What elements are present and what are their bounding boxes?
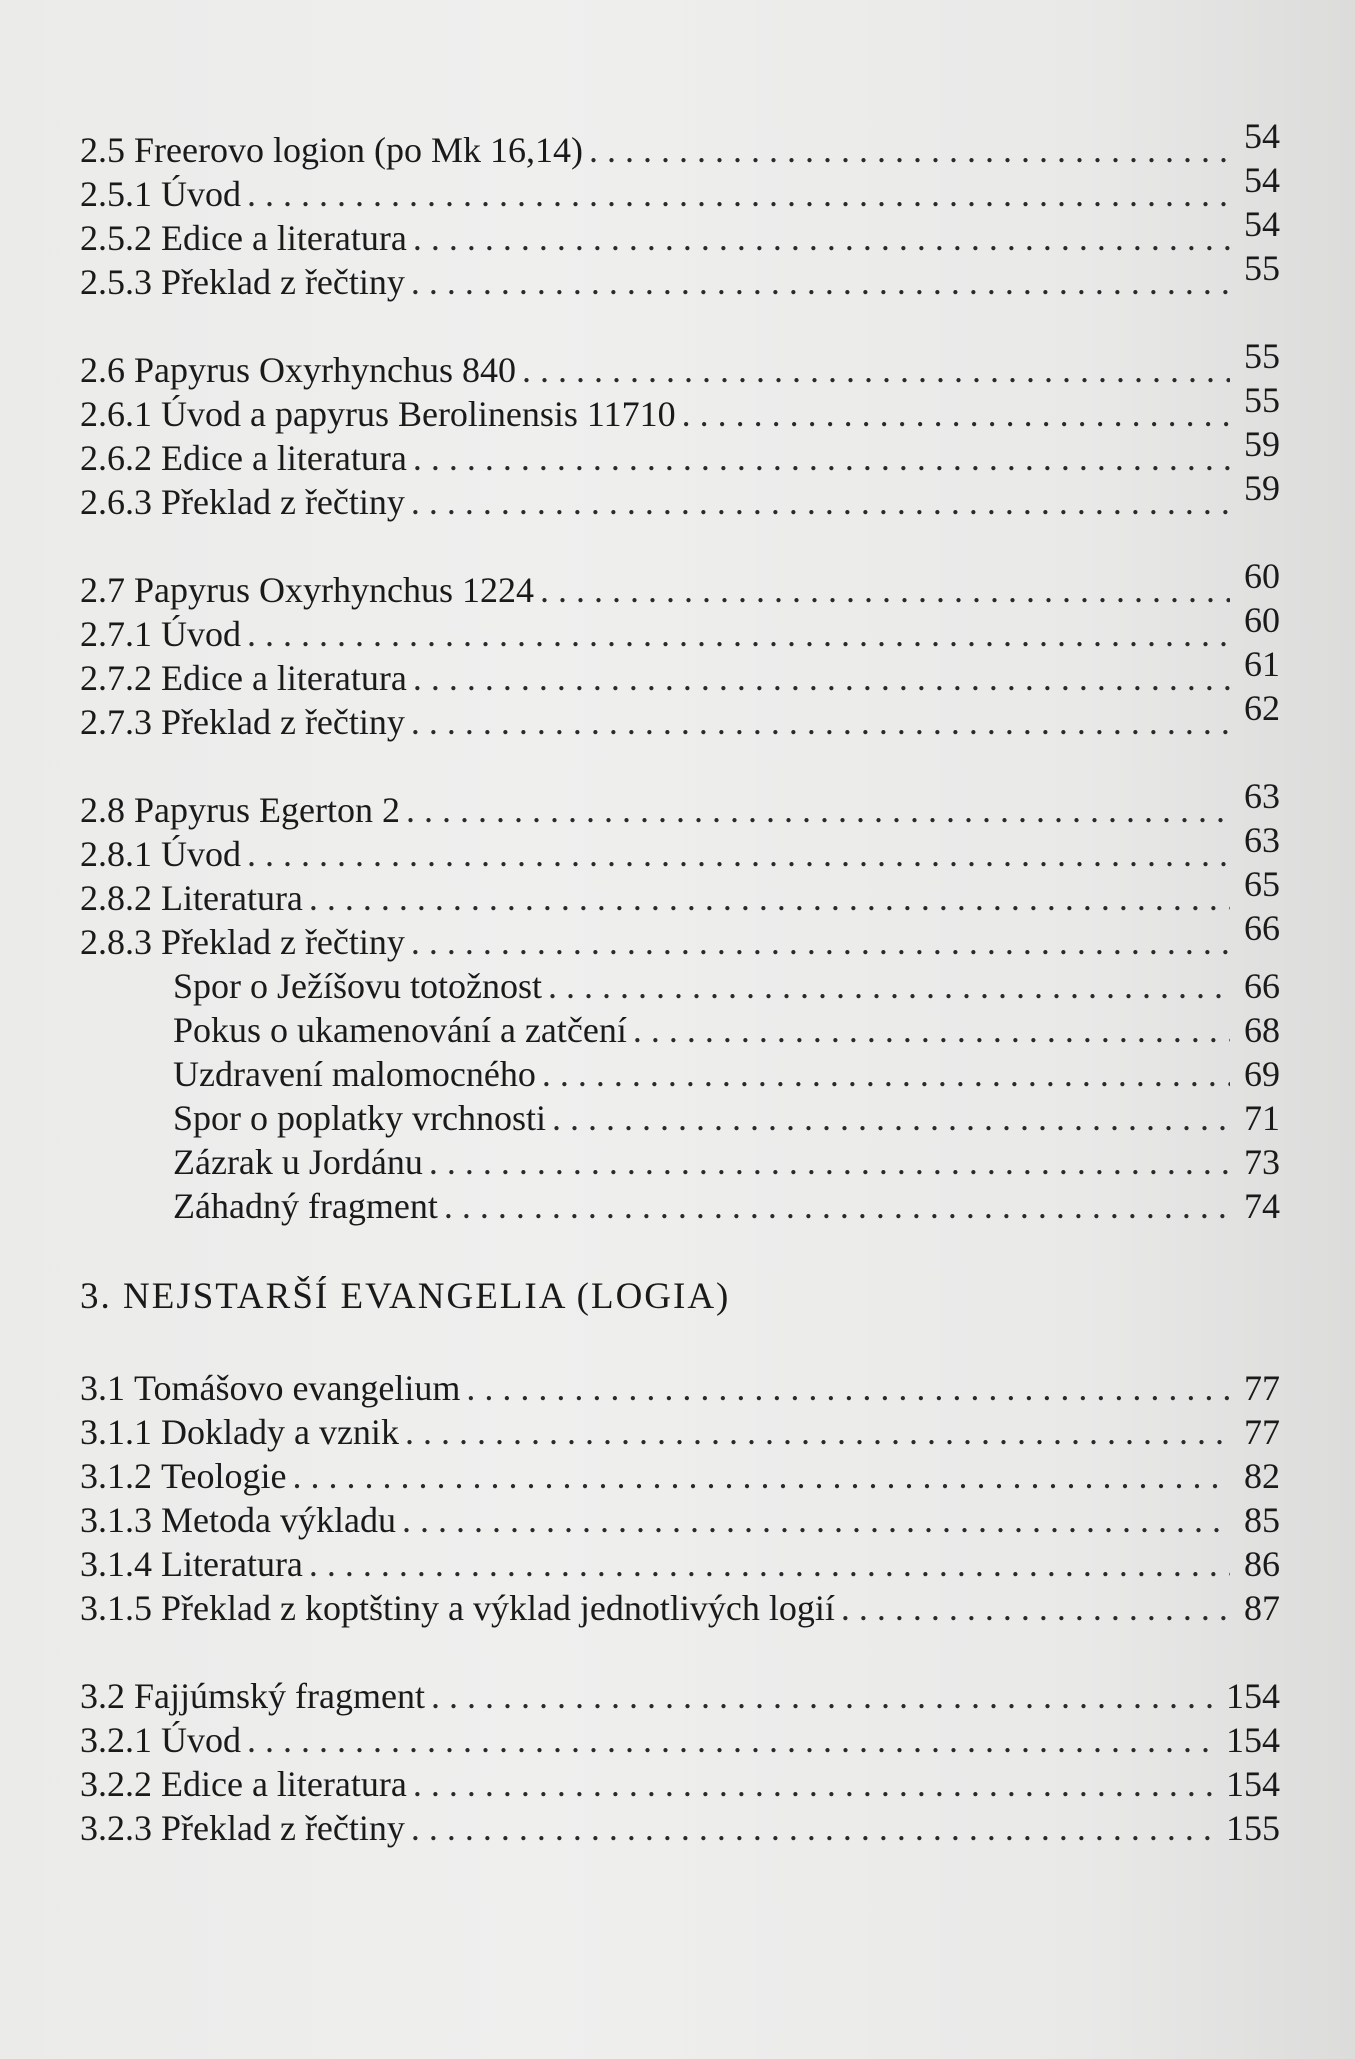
entry-title: Freerovo logion (po Mk 16,14): [134, 130, 583, 170]
dot-leader: [413, 656, 1230, 700]
dot-leader: [402, 1498, 1230, 1542]
dot-leader: [466, 1366, 1230, 1410]
entry-title: Překlad z řečtiny: [161, 1808, 405, 1848]
dot-leader: [413, 216, 1230, 260]
dot-leader: [309, 876, 1230, 920]
toc-entry[interactable]: [80, 1542, 1280, 1586]
toc-entry[interactable]: [80, 644, 1280, 700]
entry-number: 2.8.1: [80, 834, 161, 874]
entry-number: 2.5.3: [80, 262, 161, 302]
toc-entry[interactable]: [80, 600, 1280, 656]
entry-title: Spor o poplatky vrchnosti: [173, 1098, 546, 1138]
toc-entry[interactable]: [80, 1052, 1280, 1096]
dot-leader: [429, 1140, 1230, 1184]
entry-title: Úvod: [161, 614, 241, 654]
dot-leader: [309, 1542, 1230, 1586]
entry-number: 3.1.3: [80, 1500, 161, 1540]
entry-title: Překlad z řečtiny: [161, 262, 405, 302]
entry-title: Zázrak u Jordánu: [173, 1142, 423, 1182]
entry-title: Papyrus Oxyrhynchus 1224: [134, 570, 534, 610]
entry-page-number: 55: [1244, 248, 1280, 288]
entry-title: Teologie: [161, 1456, 287, 1496]
dot-leader: [413, 436, 1230, 480]
entry-page-number: 59: [1244, 424, 1280, 464]
entry-title: Papyrus Egerton 2: [134, 790, 400, 830]
chapter-heading: 3. NEJSTARŠÍ EVANGELIA (LOGIA): [80, 1276, 731, 1317]
entry-title: Spor o Ježíšovu totožnost: [173, 966, 542, 1006]
dot-leader: [247, 172, 1230, 216]
dot-leader: [431, 1674, 1220, 1718]
entry-title: Úvod: [161, 834, 241, 874]
toc-entry[interactable]: [80, 160, 1280, 216]
toc-entry[interactable]: [80, 424, 1280, 480]
entry-number: 2.8.3: [80, 922, 161, 962]
dot-leader: [540, 568, 1230, 612]
dot-leader: [405, 1410, 1230, 1454]
entry-number: 3.1.4: [80, 1544, 161, 1584]
entry-page-number: 60: [1244, 600, 1280, 640]
entry-page-number: 54: [1244, 160, 1280, 200]
entry-page-number: 66: [1244, 966, 1280, 1006]
dot-leader: [633, 1008, 1230, 1052]
entry-page-number: 54: [1244, 204, 1280, 244]
dot-leader: [247, 832, 1230, 876]
dot-leader: [444, 1184, 1230, 1228]
entry-number: 2.7.1: [80, 614, 161, 654]
entry-number: 3.2.2: [80, 1764, 161, 1804]
entry-title: Edice a literatura: [161, 658, 407, 698]
entry-page-number: 77: [1244, 1368, 1280, 1408]
dot-leader: [411, 700, 1230, 744]
entry-page-number: 62: [1244, 688, 1280, 728]
entry-title: Fajjúmský fragment: [134, 1676, 425, 1716]
dot-leader: [247, 612, 1230, 656]
entry-number: 3.1: [80, 1368, 134, 1408]
entry-page-number: 61: [1244, 644, 1280, 684]
entry-number: 2.7.3: [80, 702, 161, 742]
dot-leader: [413, 1762, 1220, 1806]
entry-number: 2.6: [80, 350, 134, 390]
entry-number: 2.7.2: [80, 658, 161, 698]
toc-entry[interactable]: [80, 380, 1280, 436]
entry-page-number: 68: [1244, 1010, 1280, 1050]
dot-leader: [522, 348, 1230, 392]
entry-number: 3.1.2: [80, 1456, 161, 1496]
entry-page-number: 154: [1226, 1676, 1280, 1716]
entry-page-number: 60: [1244, 556, 1280, 596]
entry-title: Překlad z řečtiny: [161, 482, 405, 522]
entry-number: 2.5: [80, 130, 134, 170]
dot-leader: [542, 1052, 1230, 1096]
entry-page-number: 74: [1244, 1186, 1280, 1226]
toc-entry[interactable]: [80, 1762, 1280, 1806]
entry-page-number: 77: [1244, 1412, 1280, 1452]
toc-entry[interactable]: [80, 204, 1280, 260]
entry-title: Tomášovo evangelium: [134, 1368, 461, 1408]
entry-page-number: 87: [1244, 1588, 1280, 1628]
dot-leader: [406, 788, 1230, 832]
entry-number: 2.7: [80, 570, 134, 610]
dot-leader: [589, 128, 1230, 172]
entry-number: 3.1.1: [80, 1412, 161, 1452]
entry-page-number: 69: [1244, 1054, 1280, 1094]
toc-entry[interactable]: [80, 820, 1280, 876]
toc-entry[interactable]: [80, 688, 1280, 744]
entry-page-number: 154: [1226, 1720, 1280, 1760]
entry-number: 2.6.3: [80, 482, 161, 522]
entry-title: Doklady a vznik: [161, 1412, 399, 1452]
entry-number: 2.8.2: [80, 878, 161, 918]
toc-entry[interactable]: [80, 336, 1280, 392]
toc-entry[interactable]: [80, 1008, 1280, 1052]
toc-entry[interactable]: [80, 556, 1280, 612]
toc-entry[interactable]: [80, 1674, 1280, 1718]
entry-title: Úvod: [161, 174, 241, 214]
entry-page-number: 154: [1226, 1764, 1280, 1804]
entry-title: Překlad z řečtiny: [161, 922, 405, 962]
toc-section-2: [80, 116, 1280, 1228]
toc-entry[interactable]: [80, 1806, 1280, 1850]
dot-leader: [411, 260, 1230, 304]
entry-page-number: 73: [1244, 1142, 1280, 1182]
toc-entry[interactable]: [80, 1410, 1280, 1454]
entry-page-number: 63: [1244, 820, 1280, 860]
entry-title: Úvod: [161, 1720, 241, 1760]
toc-group: [80, 1674, 1280, 1850]
entry-page-number: 82: [1244, 1456, 1280, 1496]
entry-title: Úvod a papyrus Berolinensis 11710: [161, 394, 676, 434]
entry-number: 2.6.2: [80, 438, 161, 478]
entry-number: 3.1.5: [80, 1588, 161, 1628]
toc-entry[interactable]: [80, 908, 1280, 964]
entry-page-number: 66: [1244, 908, 1280, 948]
entry-page-number: 55: [1244, 380, 1280, 420]
entry-number: 2.5.1: [80, 174, 161, 214]
toc-section-3: [80, 1366, 1280, 1850]
entry-page-number: 65: [1244, 864, 1280, 904]
entry-page-number: 86: [1244, 1544, 1280, 1584]
table-of-contents: [80, 116, 1280, 1894]
toc-entry[interactable]: [80, 248, 1280, 304]
entry-title: Literatura: [161, 1544, 303, 1584]
toc-entry[interactable]: [80, 776, 1280, 832]
toc-entry[interactable]: [80, 468, 1280, 524]
entry-page-number: 63: [1244, 776, 1280, 816]
entry-number: 2.6.1: [80, 394, 161, 434]
entry-page-number: 85: [1244, 1500, 1280, 1540]
toc-entry[interactable]: [80, 1454, 1280, 1498]
entry-title: Překlad z koptštiny a výklad jednotlivých logií: [161, 1588, 835, 1628]
entry-title: Překlad z řečtiny: [161, 702, 405, 742]
entry-title: Literatura: [161, 878, 303, 918]
entry-title: Edice a literatura: [161, 218, 407, 258]
entry-number: 3.2.1: [80, 1720, 161, 1760]
entry-number: 3.2: [80, 1676, 134, 1716]
toc-entry[interactable]: [80, 1184, 1280, 1228]
dot-leader: [411, 1806, 1220, 1850]
dot-leader: [292, 1454, 1230, 1498]
entry-title: Edice a literatura: [161, 438, 407, 478]
toc-group: [80, 556, 1280, 744]
dot-leader: [841, 1586, 1230, 1630]
dot-leader: [552, 1096, 1230, 1140]
dot-leader: [247, 1718, 1220, 1762]
toc-entry[interactable]: [80, 1498, 1280, 1542]
dot-leader: [411, 480, 1230, 524]
entry-title: Záhadný fragment: [173, 1186, 438, 1226]
entry-number: 2.8: [80, 790, 134, 830]
toc-entry[interactable]: [80, 964, 1280, 1008]
toc-entry[interactable]: [80, 1366, 1280, 1410]
toc-entry[interactable]: [80, 1718, 1280, 1762]
entry-page-number: 155: [1226, 1808, 1280, 1848]
toc-group: [80, 776, 1280, 1228]
dot-leader: [682, 392, 1230, 436]
entry-page-number: 54: [1244, 116, 1280, 156]
toc-group: [80, 336, 1280, 524]
entry-title: Uzdravení malomocného: [173, 1054, 536, 1094]
toc-entry[interactable]: [80, 864, 1280, 920]
toc-entry[interactable]: [80, 116, 1280, 172]
toc-entry[interactable]: [80, 1096, 1280, 1140]
entry-number: 2.5.2: [80, 218, 161, 258]
dot-leader: [548, 964, 1230, 1008]
toc-entry[interactable]: [80, 1586, 1280, 1630]
entry-page-number: 55: [1244, 336, 1280, 376]
entry-title: Papyrus Oxyrhynchus 840: [134, 350, 516, 390]
entry-title: Pokus o ukamenování a zatčení: [173, 1010, 627, 1050]
toc-entry[interactable]: [80, 1140, 1280, 1184]
entry-page-number: 71: [1244, 1098, 1280, 1138]
dot-leader: [411, 920, 1230, 964]
toc-group: [80, 1366, 1280, 1630]
entry-title: Edice a literatura: [161, 1764, 407, 1804]
entry-title: Metoda výkladu: [161, 1500, 396, 1540]
toc-group: [80, 116, 1280, 304]
entry-number: 3.2.3: [80, 1808, 161, 1848]
entry-page-number: 59: [1244, 468, 1280, 508]
